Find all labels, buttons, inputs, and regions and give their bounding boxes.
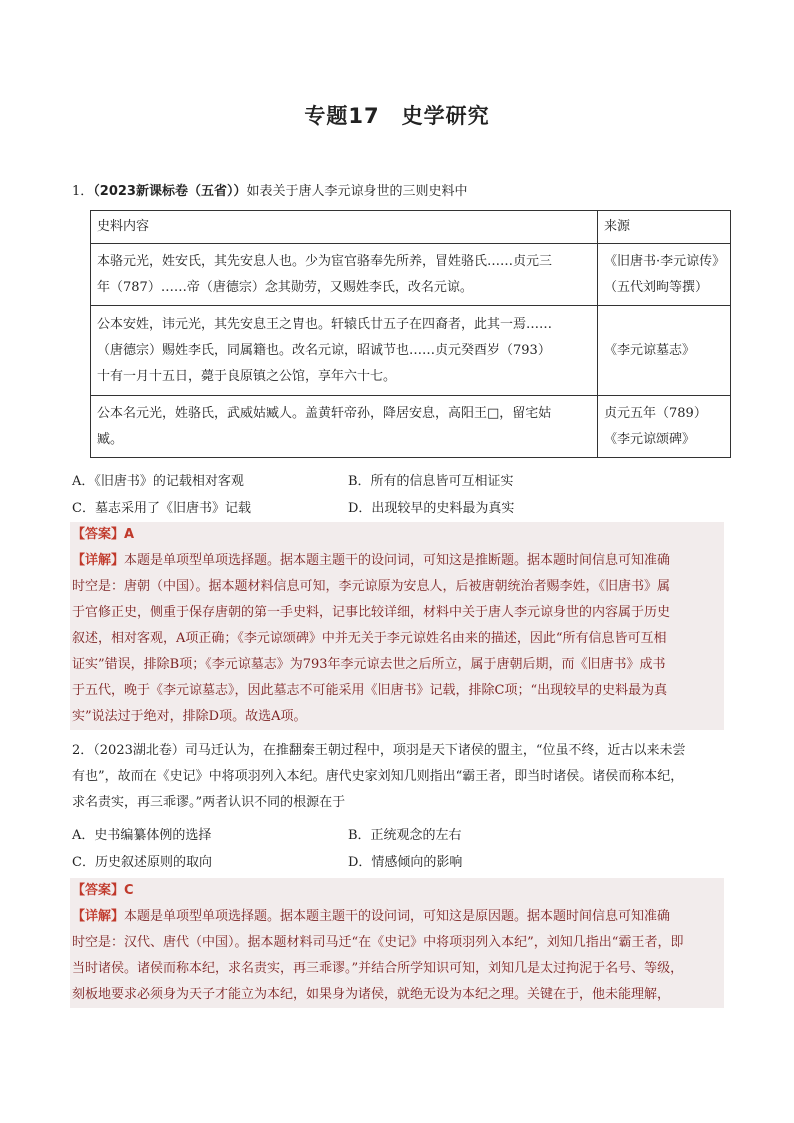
source-line: 贞元五年（789）: [604, 405, 707, 421]
answer-label: 【答案】: [72, 527, 125, 542]
answer-value: A: [124, 527, 135, 542]
option-d[interactable]: D．情感倾向的影响: [348, 855, 463, 870]
detail-line: [70, 904, 724, 930]
detail-text: 本题是单项型单项选择题。据本题主题干的设问词，可知这是推断题。据本题时间信息可知准确: [124, 553, 671, 568]
question-line: 求名责实，再三乖谬。”两者认识不同的根源在于: [72, 795, 346, 810]
option-b[interactable]: B．所有的信息皆可互相证实: [348, 474, 514, 489]
table-row: [91, 306, 731, 396]
answer-line: [70, 522, 724, 548]
row-content: [91, 396, 598, 458]
detail-text: 当时诸侯。诸侯而称本纪，求名责实，再三乖谬。”并结合所学知识可知，刘知几是太过拘泥于名号、等级，: [72, 961, 684, 976]
detail-text: 叙述，相对客观，A项正确；《李元谅颂碑》中并无关于李元谅姓名由来的描述，因此“所有信息皆可互相: [72, 631, 667, 646]
question-line: 2．（2023湖北卷）司马迁认为，在推翻秦王朝过程中，项羽是天下诸侯的盟主，“位虽不终，近古以来未尝: [72, 743, 686, 758]
source-line: （五代刘昫等撰）: [604, 279, 709, 295]
row-source: [598, 306, 731, 396]
answer-block: [70, 522, 724, 730]
page-title: 专题17 史学研究: [304, 104, 490, 128]
header-source: 来源: [598, 211, 731, 244]
question-source: （2023新课标卷（五省））: [93, 184, 247, 199]
source-line: 《旧唐书·李元谅传》: [604, 253, 726, 269]
header-content: 史料内容: [91, 211, 598, 244]
source-line: 《李元谅墓志》: [604, 342, 696, 358]
detail-text: 时空是：汉代、唐代（中国）。据本题材料司马迁“在《史记》中将项羽列入本纪”，刘知几指出“霸王者，即: [72, 935, 684, 950]
table-header-row: [91, 211, 731, 244]
detail-label: 【详解】: [72, 909, 125, 924]
row-source: [598, 244, 731, 306]
content-line: 十有一月十五日，薨于良原镇之公馆，享年六十七。: [97, 368, 397, 384]
content-line: 本骆元光，姓安氏，其先安息人也。少为宦官骆奉先所养，冒姓骆氏……贞元三: [97, 253, 553, 269]
question-line: 有也”，故而在《史记》中将项羽列入本纪。唐代史家刘知几则指出“霸王者，即当时诸侯。诸侯而称本纪，: [72, 769, 684, 784]
row-content: [91, 306, 598, 396]
row-content: [91, 244, 598, 306]
option-a[interactable]: A．史书编纂体例的选择: [72, 828, 212, 843]
table-row: [91, 244, 731, 306]
answer-block: [70, 878, 724, 1008]
detail-text: 于官修正史，侧重于保存唐朝的第一手史料，记事比较详细，材料中关于唐人李元谅身世的内容属于历史: [72, 605, 671, 620]
option-c[interactable]: C．历史叙述原则的取向: [72, 855, 212, 870]
source-line: 《李元谅颂碑》: [604, 431, 696, 447]
table-row: [91, 396, 731, 458]
question-1-stem: [72, 179, 467, 205]
detail-text: 实”说法过于绝对，排除D项。故选A项。: [72, 709, 307, 724]
option-d[interactable]: D．出现较早的史料最为真实: [348, 501, 515, 516]
detail-line: [70, 548, 724, 574]
answer-value: C: [124, 883, 134, 898]
content-line: （唐德宗）赐姓李氏，同属籍也。改名元谅，昭诚节也……贞元癸酉岁（793）: [97, 342, 551, 358]
detail-text: 证实”错误，排除B项；《李元谅墓志》为793年李元谅去世之后所立，属于唐朝后期，而《旧唐书》成书: [72, 657, 666, 672]
content-line: 臧。: [97, 431, 124, 447]
row-source: [598, 396, 731, 458]
detail-text: 时空是：唐朝（中国）。据本题材料信息可知，李元谅原为安息人，后被唐朝统治者赐李姓，《旧唐书》属: [72, 579, 671, 594]
question-2-stem: [72, 738, 726, 816]
detail-text: 刻板地要求必须身为天子才能立为本纪，如果身为诸侯，就绝无设为本纪之理。关键在于，他未能理解，: [72, 987, 671, 1002]
answer-line: [70, 878, 724, 904]
option-b[interactable]: B．正统观念的左右: [348, 828, 462, 843]
detail-label: 【详解】: [72, 553, 125, 568]
content-line: 公本安姓，讳元光，其先安息王之胄也。轩辕氏廿五子在四裔者，此其一焉……: [97, 316, 553, 332]
answer-label: 【答案】: [72, 883, 125, 898]
question-number: 1．: [72, 184, 94, 199]
content-line: 公本名元光，姓骆氏，武威姑臧人。盖黄轩帝孙，降居安息，高阳王□，留宅姑: [97, 405, 552, 421]
question-text: 如表关于唐人李元谅身世的三则史料中: [246, 184, 468, 199]
detail-text: 本题是单项型单项选择题。据本题主题干的设问词，可知这是原因题。据本题时间信息可知准确: [124, 909, 671, 924]
option-c[interactable]: C．墓志采用了《旧唐书》记载: [72, 501, 251, 516]
source-table: [90, 210, 731, 458]
detail-text: 于五代，晚于《李元谅墓志》，因此墓志不可能采用《旧唐书》记载，排除C项；“出现较早的史料最为真: [72, 683, 668, 698]
option-a[interactable]: A．《旧唐书》的记载相对客观: [72, 474, 244, 489]
content-line: 年（787）……帝（唐德宗）念其勋劳，又赐姓李氏，改名元谅。: [97, 279, 473, 295]
